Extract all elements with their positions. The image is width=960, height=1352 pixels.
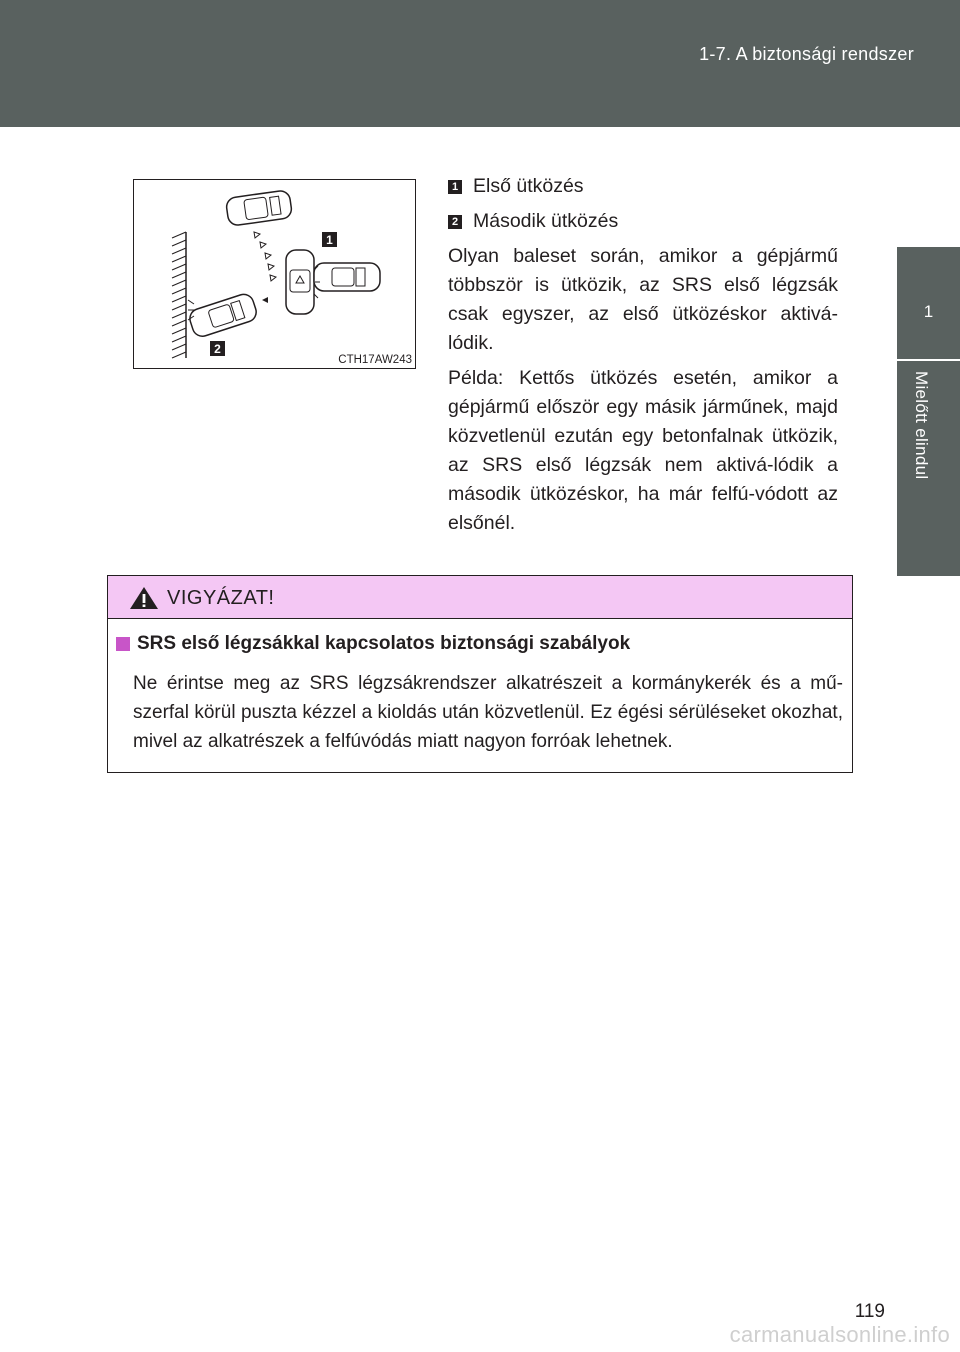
warning-subtitle <box>116 633 630 655</box>
legend-number: 1 <box>448 180 462 194</box>
warning-body: Ne érintse meg az SRS légzsákrendszer alkatrészeit a kormánykerék és a mű-szerfal körül puszta kézzel a kioldás után közvetlenül. Ez égési sérüléseket okozhat, mivel az alkatrészek a felfúvódás miatt nagyon forróak lehetnek. <box>133 673 843 752</box>
figure-code: CTH17AW243 <box>338 354 412 366</box>
collision-figure <box>133 179 416 369</box>
paragraph: Olyan baleset során, amikor a gépjármű többször is ütközik, az SRS első légzsák csak egyszer, az első ütközéskor aktivá-lódik. <box>448 245 838 354</box>
wall-hatching <box>172 232 186 358</box>
page-number: 119 <box>854 1301 885 1322</box>
bullet-square-icon <box>116 637 130 651</box>
chapter-tab <box>897 247 960 359</box>
page-header <box>0 0 960 127</box>
car-other <box>314 263 380 291</box>
legend-item <box>448 207 838 236</box>
explanation-text <box>448 172 838 544</box>
marker-1: 1 <box>326 233 333 247</box>
collision-illustration <box>134 180 415 368</box>
chapter-label-tab <box>897 361 960 576</box>
arrow-second <box>262 297 268 303</box>
section-title: 1-7. A biztonsági rendszer <box>699 44 914 64</box>
legend-label: Második ütközés <box>473 210 619 232</box>
legend-label: Első ütközés <box>473 175 584 197</box>
warning-title: VIGYÁZAT! <box>167 587 275 609</box>
car-second-collision <box>187 292 258 339</box>
warning-box <box>107 575 853 773</box>
trajectory-arrows <box>254 232 276 281</box>
watermark: carmanualsonline.info <box>729 1322 950 1347</box>
car-start <box>225 190 292 227</box>
chapter-label: Mielőtt elindul <box>912 371 931 480</box>
legend-item <box>448 172 838 201</box>
warning-header <box>108 576 852 619</box>
warning-subtitle-text: SRS első légzsákkal kapcsolatos biztonsági szabályok <box>137 633 631 654</box>
car-first-collision <box>286 250 314 314</box>
marker-2: 2 <box>214 342 221 356</box>
paragraph: Példa: Kettős ütközés esetén, amikor a gépjármű először egy másik járműnek, majd közvetlenül ezután egy betonfalnak ütközik, az SRS első légzsák nem aktivá-lódik a második ütközéskor, ha már felfú-vódott az elsőnél. <box>448 367 838 534</box>
chapter-number: 1 <box>923 302 934 321</box>
legend-number: 2 <box>448 215 462 229</box>
warning-icon <box>129 586 159 610</box>
